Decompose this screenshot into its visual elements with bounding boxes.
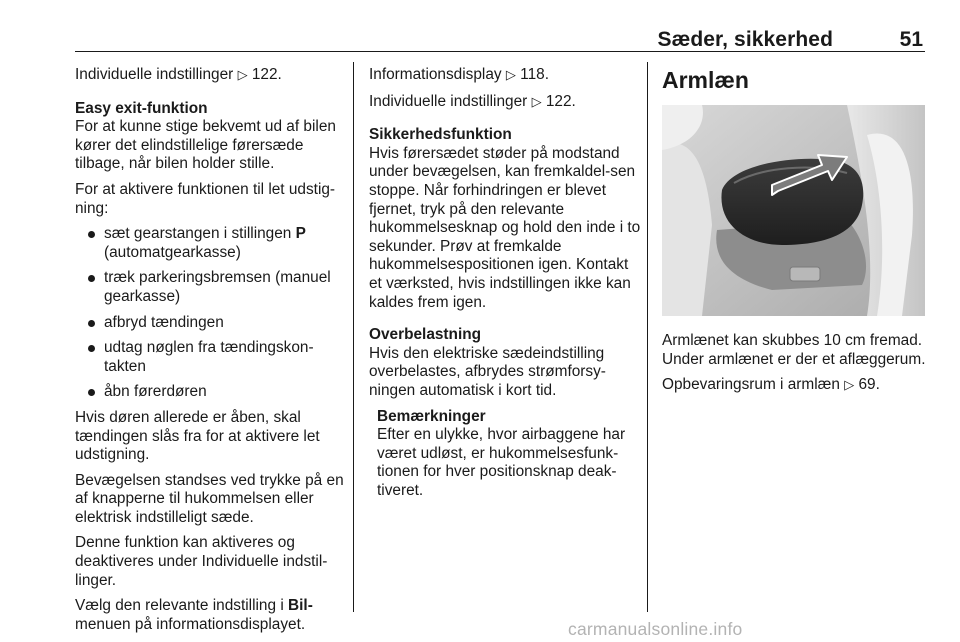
- note-heading: Bemærkninger: [377, 407, 486, 425]
- header-rule: [75, 51, 925, 52]
- arrow-reference-icon: ▷: [531, 94, 542, 110]
- column-2: [369, 66, 641, 507]
- list-item: afbryd tændingen: [75, 314, 347, 333]
- paragraph: Denne funktion kan aktiveres og deaktiveres under Individuelle indstil-linger.: [75, 534, 328, 589]
- list-item: udtag nøglen fra tændingskon-takten: [75, 339, 347, 376]
- bullet-icon: [88, 345, 95, 352]
- paragraph: Opbevaringsrum i armlæn ▷ 69.: [662, 376, 880, 394]
- bullet-icon: [88, 320, 95, 327]
- bullet-list: [75, 225, 347, 402]
- section-heading: Sikkerhedsfunktion: [369, 126, 512, 144]
- watermark: carmanualsonline.info: [568, 619, 743, 639]
- page-reference-link[interactable]: 122.: [545, 92, 576, 110]
- paragraph: Hvis døren allerede er åben, skal tændingen slås fra for at aktivere let udstigning.: [75, 408, 320, 464]
- page-reference-link[interactable]: 69.: [858, 376, 880, 394]
- list-item: åbn førerdøren: [75, 383, 347, 402]
- page-title: Sæder, sikkerhed: [657, 28, 833, 51]
- paragraph: Vælg den relevante indstilling i Bil- menuen på informationsdisplayet.: [75, 597, 313, 633]
- list-item: træk parkeringsbremsen (manuel gearkasse): [75, 269, 347, 306]
- paragraph: For at aktivere funktionen til let udstig-ning:: [75, 180, 336, 217]
- paragraph: Individuelle indstillinger ▷ 122.: [369, 92, 576, 110]
- note-text: Efter en ulykke, hvor airbaggene har været udløst, er hukommelsesfunk-tionen for hver positionsknap deak-tiveret.: [377, 426, 626, 499]
- bullet-icon: [88, 275, 95, 282]
- page-header: [75, 26, 925, 52]
- arrow-reference-icon: ▷: [505, 68, 516, 83]
- column-divider: [353, 62, 354, 612]
- paragraph: Armlænet kan skubbes 10 cm fremad. Under armlænet er der et aflæggerum.: [662, 332, 926, 368]
- paragraph: Hvis førersædet støder på modstand under bevægelsen, kan fremkaldel-sen stoppe. Når forhindringen er blevet fjernet, tryk på den relevante hukommelsesknap og hold den inde i to sekunder. Prøv at fremkalde hukommelsespositionen igen. Kontakt et værksted, hvis indstillingen ikke kan kaldes frem igen.: [369, 144, 641, 311]
- section-title: Armlæn: [662, 67, 749, 93]
- column-divider: [647, 62, 648, 612]
- column-1: [75, 66, 347, 641]
- paragraph: Bevægelsen standses ved trykke på en af knapperne til hukommelsen eller elektrisk indstilleligt sæde.: [75, 471, 344, 526]
- note-box: [369, 408, 641, 501]
- page-reference-link[interactable]: 122.: [251, 66, 282, 83]
- paragraph: Informationsdisplay ▷ 118.: [369, 66, 549, 83]
- page-number: 51: [899, 28, 923, 51]
- section-heading: Overbelastning: [369, 326, 482, 344]
- arrow-reference-icon: ▷: [844, 378, 855, 394]
- column-3: [662, 66, 927, 403]
- list-item: sæt gearstangen i stillingen P (automatgearkasse): [75, 225, 347, 262]
- paragraph: Hvis den elektriske sædeindstilling overbelastes, afbrydes strømforsy-ningen automatisk i kort tid.: [369, 344, 606, 399]
- arrow-reference-icon: ▷: [237, 68, 248, 83]
- bullet-icon: [88, 389, 95, 396]
- paragraph: Individuelle indstillinger ▷ 122.: [75, 66, 282, 83]
- bullet-icon: [88, 231, 95, 238]
- page-reference-link[interactable]: 118.: [520, 66, 549, 83]
- armrest-photo: [662, 105, 925, 316]
- section-heading: Easy exit-funktion: [75, 99, 208, 117]
- paragraph: For at kunne stige bekvemt ud af bilen kører det elindstillelige førersæde tilbage, når bilen holder stille.: [75, 118, 336, 173]
